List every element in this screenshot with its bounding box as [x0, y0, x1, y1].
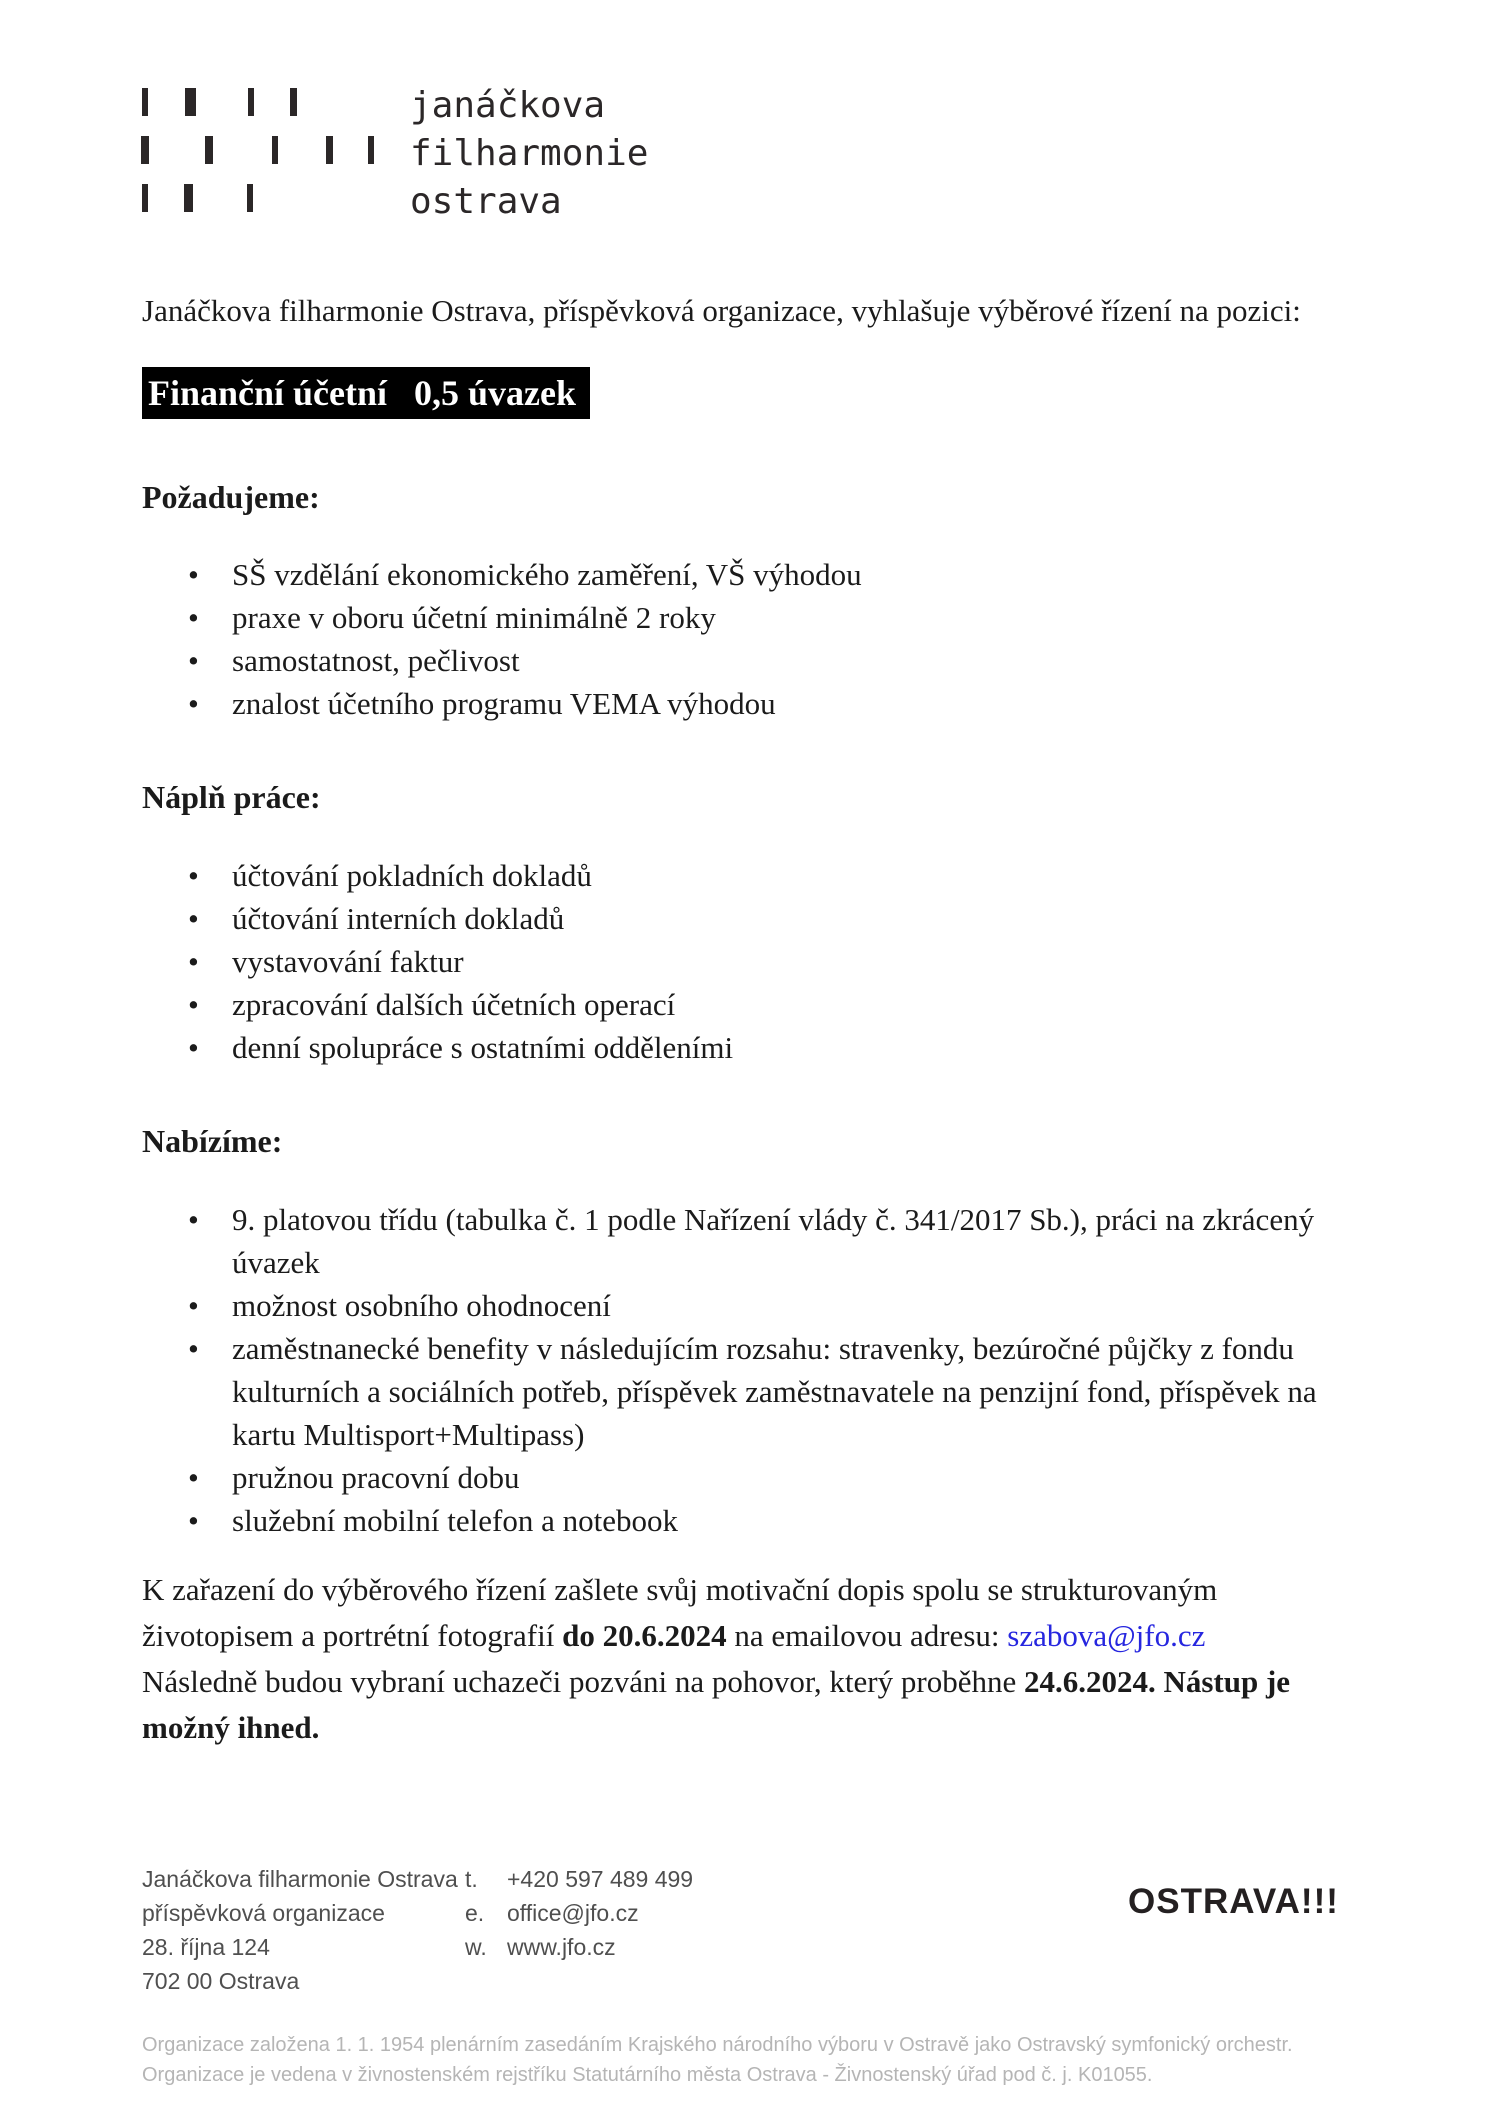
- list-item: • pružnou pracovní dobu: [142, 1456, 1360, 1499]
- legal-note: [142, 2030, 1293, 2090]
- text-segment: Následně budou vybraní uchazeči pozváni na pohovor, který proběhne: [142, 1664, 1024, 1699]
- list-item: • praxe v oboru účetní minimálně 2 roky: [142, 596, 1360, 639]
- logo-bar: [326, 136, 333, 164]
- section-requirements: [142, 475, 1360, 725]
- ostrava-logo: OSTRAVA!!!: [1128, 1882, 1339, 1921]
- list-item: • zpracování dalších účetních operací: [142, 983, 1360, 1026]
- job-duties-heading: Náplň práce:: [142, 779, 321, 815]
- intro-paragraph: Janáčkova filharmonie Ostrava, příspěvková organizace, vyhlašuje výběrové řízení na pozici:: [142, 293, 1301, 328]
- logo-line: filharmonie: [410, 133, 649, 174]
- footer-address-line: příspěvková organizace: [142, 1900, 385, 1926]
- logo-bar-row: [140, 88, 380, 116]
- footer-contact: [465, 1862, 693, 1964]
- logo-bar: [290, 88, 297, 116]
- position-title: Finanční účetní 0,5 úvazek: [142, 367, 590, 419]
- phone-value: +420 597 489 499: [507, 1866, 694, 1892]
- email-link[interactable]: szabova@jfo.cz: [1007, 1618, 1206, 1653]
- footer-email: [465, 1896, 693, 1930]
- legal-line: Organizace založena 1. 1. 1954 plenárním zasedáním Krajského národního výboru v Ostravě jako Ostravský symfonický orchestr.: [142, 2034, 1293, 2056]
- list-item: • služební mobilní telefon a notebook: [142, 1499, 1360, 1542]
- list-item: • vystavování faktur: [142, 940, 1360, 983]
- list-item: • účtování pokladních dokladů: [142, 854, 1360, 897]
- logo-bar: [247, 184, 253, 212]
- list-item: • zaměstnanecké benefity v následujícím rozsahu: stravenky, bezúročné půjčky z fondu kulturních a sociálních potřeb, příspěvek zaměstnavatele na penzijní fond, příspěvek na kartu Multisport+Multipass): [142, 1327, 1360, 1456]
- logo-bar-row: [140, 184, 380, 212]
- web-prefix: w.: [465, 1934, 487, 1960]
- logo-bar: [142, 88, 148, 116]
- logo-bar: [141, 136, 149, 164]
- list-item: • SŠ vzdělání ekonomického zaměření, VŠ výhodou: [142, 553, 1360, 596]
- jfo-logo: [142, 84, 1360, 228]
- section-benefits: [142, 1119, 1360, 1542]
- logo-bar-row: [140, 136, 380, 164]
- text-segment: K zařazení do výběrového řízení zašlete svůj motivační dopis spolu se strukturovaným životopisem a portrétní fotografií: [142, 1572, 1218, 1653]
- logo-bar: [205, 136, 213, 164]
- text-segment: na emailovou adresu:: [726, 1618, 1008, 1653]
- logo-bar: [185, 88, 196, 116]
- benefits-list: [142, 1198, 1360, 1542]
- list-item: • 9. platovou třídu (tabulka č. 1 podle Nařízení vlády č. 341/2017 Sb.), práci na zkrácený úvazek: [142, 1198, 1360, 1284]
- logo-bar: [184, 184, 193, 212]
- job-duties-list: [142, 854, 1360, 1069]
- email-value: office@jfo.cz: [507, 1900, 639, 1926]
- section-job-duties: [142, 775, 1360, 1069]
- footer-address-line: 28. října 124: [142, 1934, 270, 1960]
- logo-bar: [248, 88, 254, 116]
- logo-line: janáčkova: [410, 85, 606, 126]
- list-item: • znalost účetního programu VEMA výhodou: [142, 682, 1360, 725]
- benefits-heading: Nabízíme:: [142, 1123, 283, 1159]
- legal-line: Organizace je vedena v živnostenském rejstříku Statutárního města Ostrava - Živnostenský úřad pod č. j. K01055.: [142, 2064, 1153, 2086]
- footer-address-line: Janáčkova filharmonie Ostrava: [142, 1866, 458, 1892]
- list-item: • účtování interních dokladů: [142, 897, 1360, 940]
- bold-text: do 20.6.2024: [562, 1618, 727, 1653]
- footer-phone: [465, 1862, 693, 1896]
- phone-prefix: t.: [465, 1866, 478, 1892]
- bold-text: 24.6.2024. Nástup je možný ihned.: [142, 1664, 1291, 1745]
- footer-web: [465, 1930, 693, 1964]
- logo-bar: [142, 184, 148, 212]
- list-item: • denní spolupráce s ostatními odděleními: [142, 1026, 1360, 1069]
- logo-bars-icon: [140, 88, 380, 232]
- web-value: www.jfo.cz: [507, 1934, 616, 1960]
- list-item: • možnost osobního ohodnocení: [142, 1284, 1360, 1327]
- footer-address: [142, 1862, 458, 1998]
- footer-address-line: 702 00 Ostrava: [142, 1968, 300, 1994]
- closing-paragraph: [142, 1567, 1302, 1751]
- logo-bar: [368, 136, 374, 164]
- requirements-list: [142, 553, 1360, 725]
- requirements-heading: Požadujeme:: [142, 479, 320, 515]
- logo-wordmark: [410, 82, 648, 226]
- list-item: • samostatnost, pečlivost: [142, 639, 1360, 682]
- logo-bar: [272, 136, 278, 164]
- email-prefix: e.: [465, 1900, 485, 1926]
- logo-line: ostrava: [410, 181, 562, 222]
